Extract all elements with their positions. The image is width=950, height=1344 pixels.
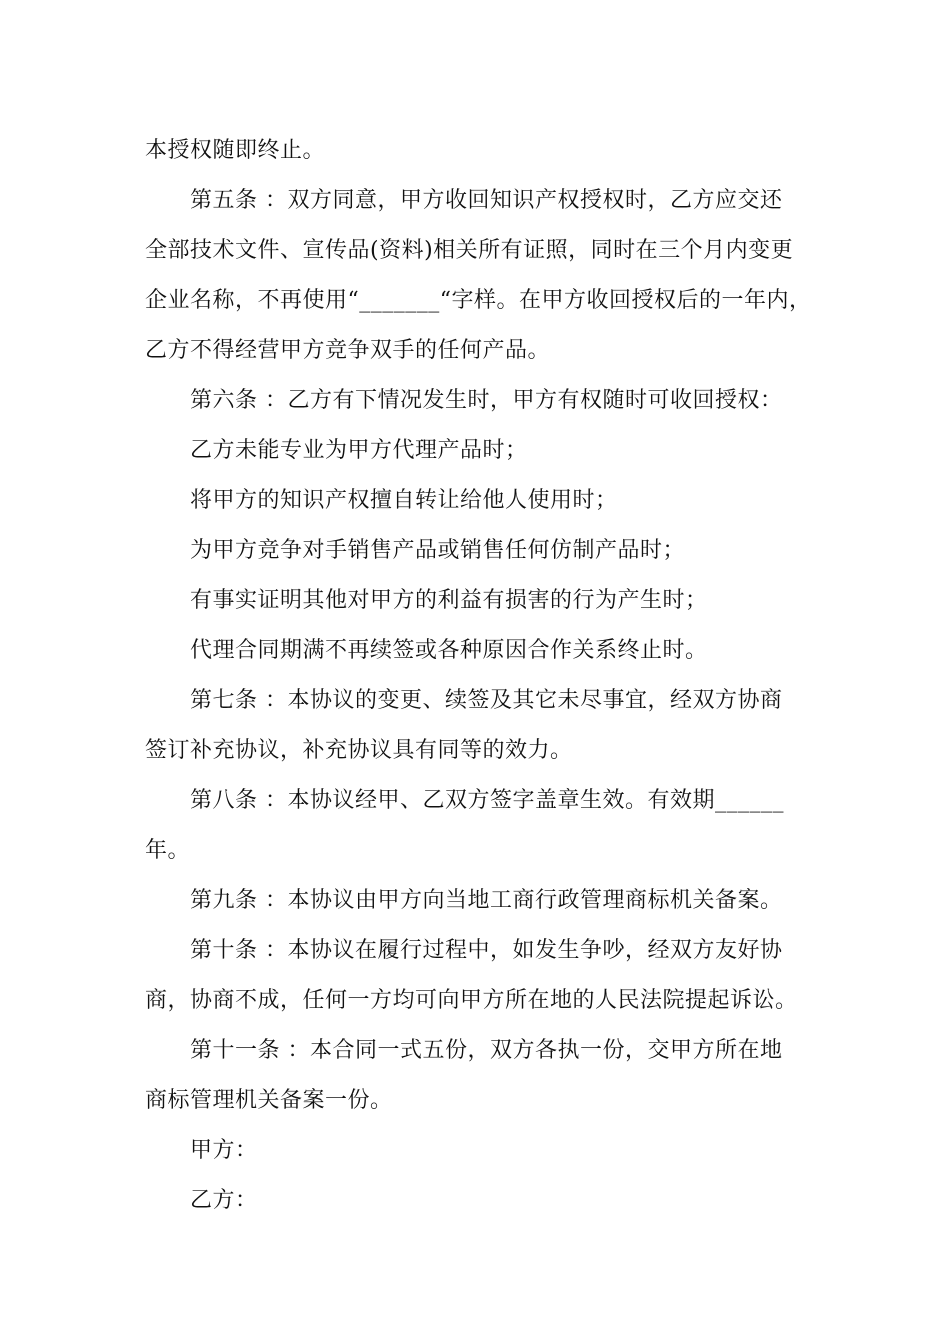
party-a-label: 甲方： [190, 1138, 258, 1163]
article-11-line-2: 商标管理机关备案一份。 [145, 1088, 393, 1113]
article-6-line-1: 第六条 ：乙方有下情况发生时，甲方有权随时可收回授权： [190, 388, 783, 413]
article-8-line-1: 第八条 ：本协议经甲、乙双方签字盖章生效。有效期______ [190, 788, 784, 813]
article-10-line-2: 商，协商不成，任何一方均可向甲方所在地的人民法院提起诉讼。 [145, 988, 798, 1013]
article-10-line-1: 第十条 ：本协议在履行过程中，如发生争吵，经双方友好协 [190, 938, 783, 963]
article-5-line-1: 第五条 ：双方同意，甲方收回知识产权授权时，乙方应交还 [190, 188, 783, 213]
article-5-line-4: 乙方不得经营甲方竞争双手的任何产品。 [145, 338, 551, 363]
article-6-item-1: 乙方未能专业为甲方代理产品时； [190, 438, 528, 463]
article-6-item-4: 有事实证明其他对甲方的利益有损害的行为产生时； [190, 588, 708, 613]
article-7-line-1: 第七条 ：本协议的变更、续签及其它未尽事宜，经双方协商 [190, 688, 783, 713]
article-6-item-3: 为甲方竞争对手销售产品或销售任何仿制产品时； [190, 538, 686, 563]
article-6-item-5: 代理合同期满不再续签或各种原因合作关系终止时。 [190, 638, 708, 663]
article-5-line-2: 全部技术文件、宣传品(资料)相关所有证照，同时在三个月内变更 [145, 238, 794, 263]
text-line-terminate: 本授权随即终止。 [145, 138, 326, 163]
article-6-item-2: 将甲方的知识产权擅自转让给他人使用时； [190, 488, 618, 513]
article-7-line-2: 签订补充协议，补充协议具有同等的效力。 [145, 738, 573, 763]
article-9-line-1: 第九条 ：本协议由甲方向当地工商行政管理商标机关备案。 [190, 888, 783, 913]
article-5-line-3: 企业名称，不再使用“_______“字样。在甲方收回授权后的一年内， [145, 288, 812, 313]
article-8-line-2: 年。 [145, 838, 191, 863]
party-b-label: 乙方： [190, 1188, 258, 1213]
article-11-line-1: 第十一条 ：本合同一式五份，双方各执一份，交甲方所在地 [190, 1038, 783, 1063]
